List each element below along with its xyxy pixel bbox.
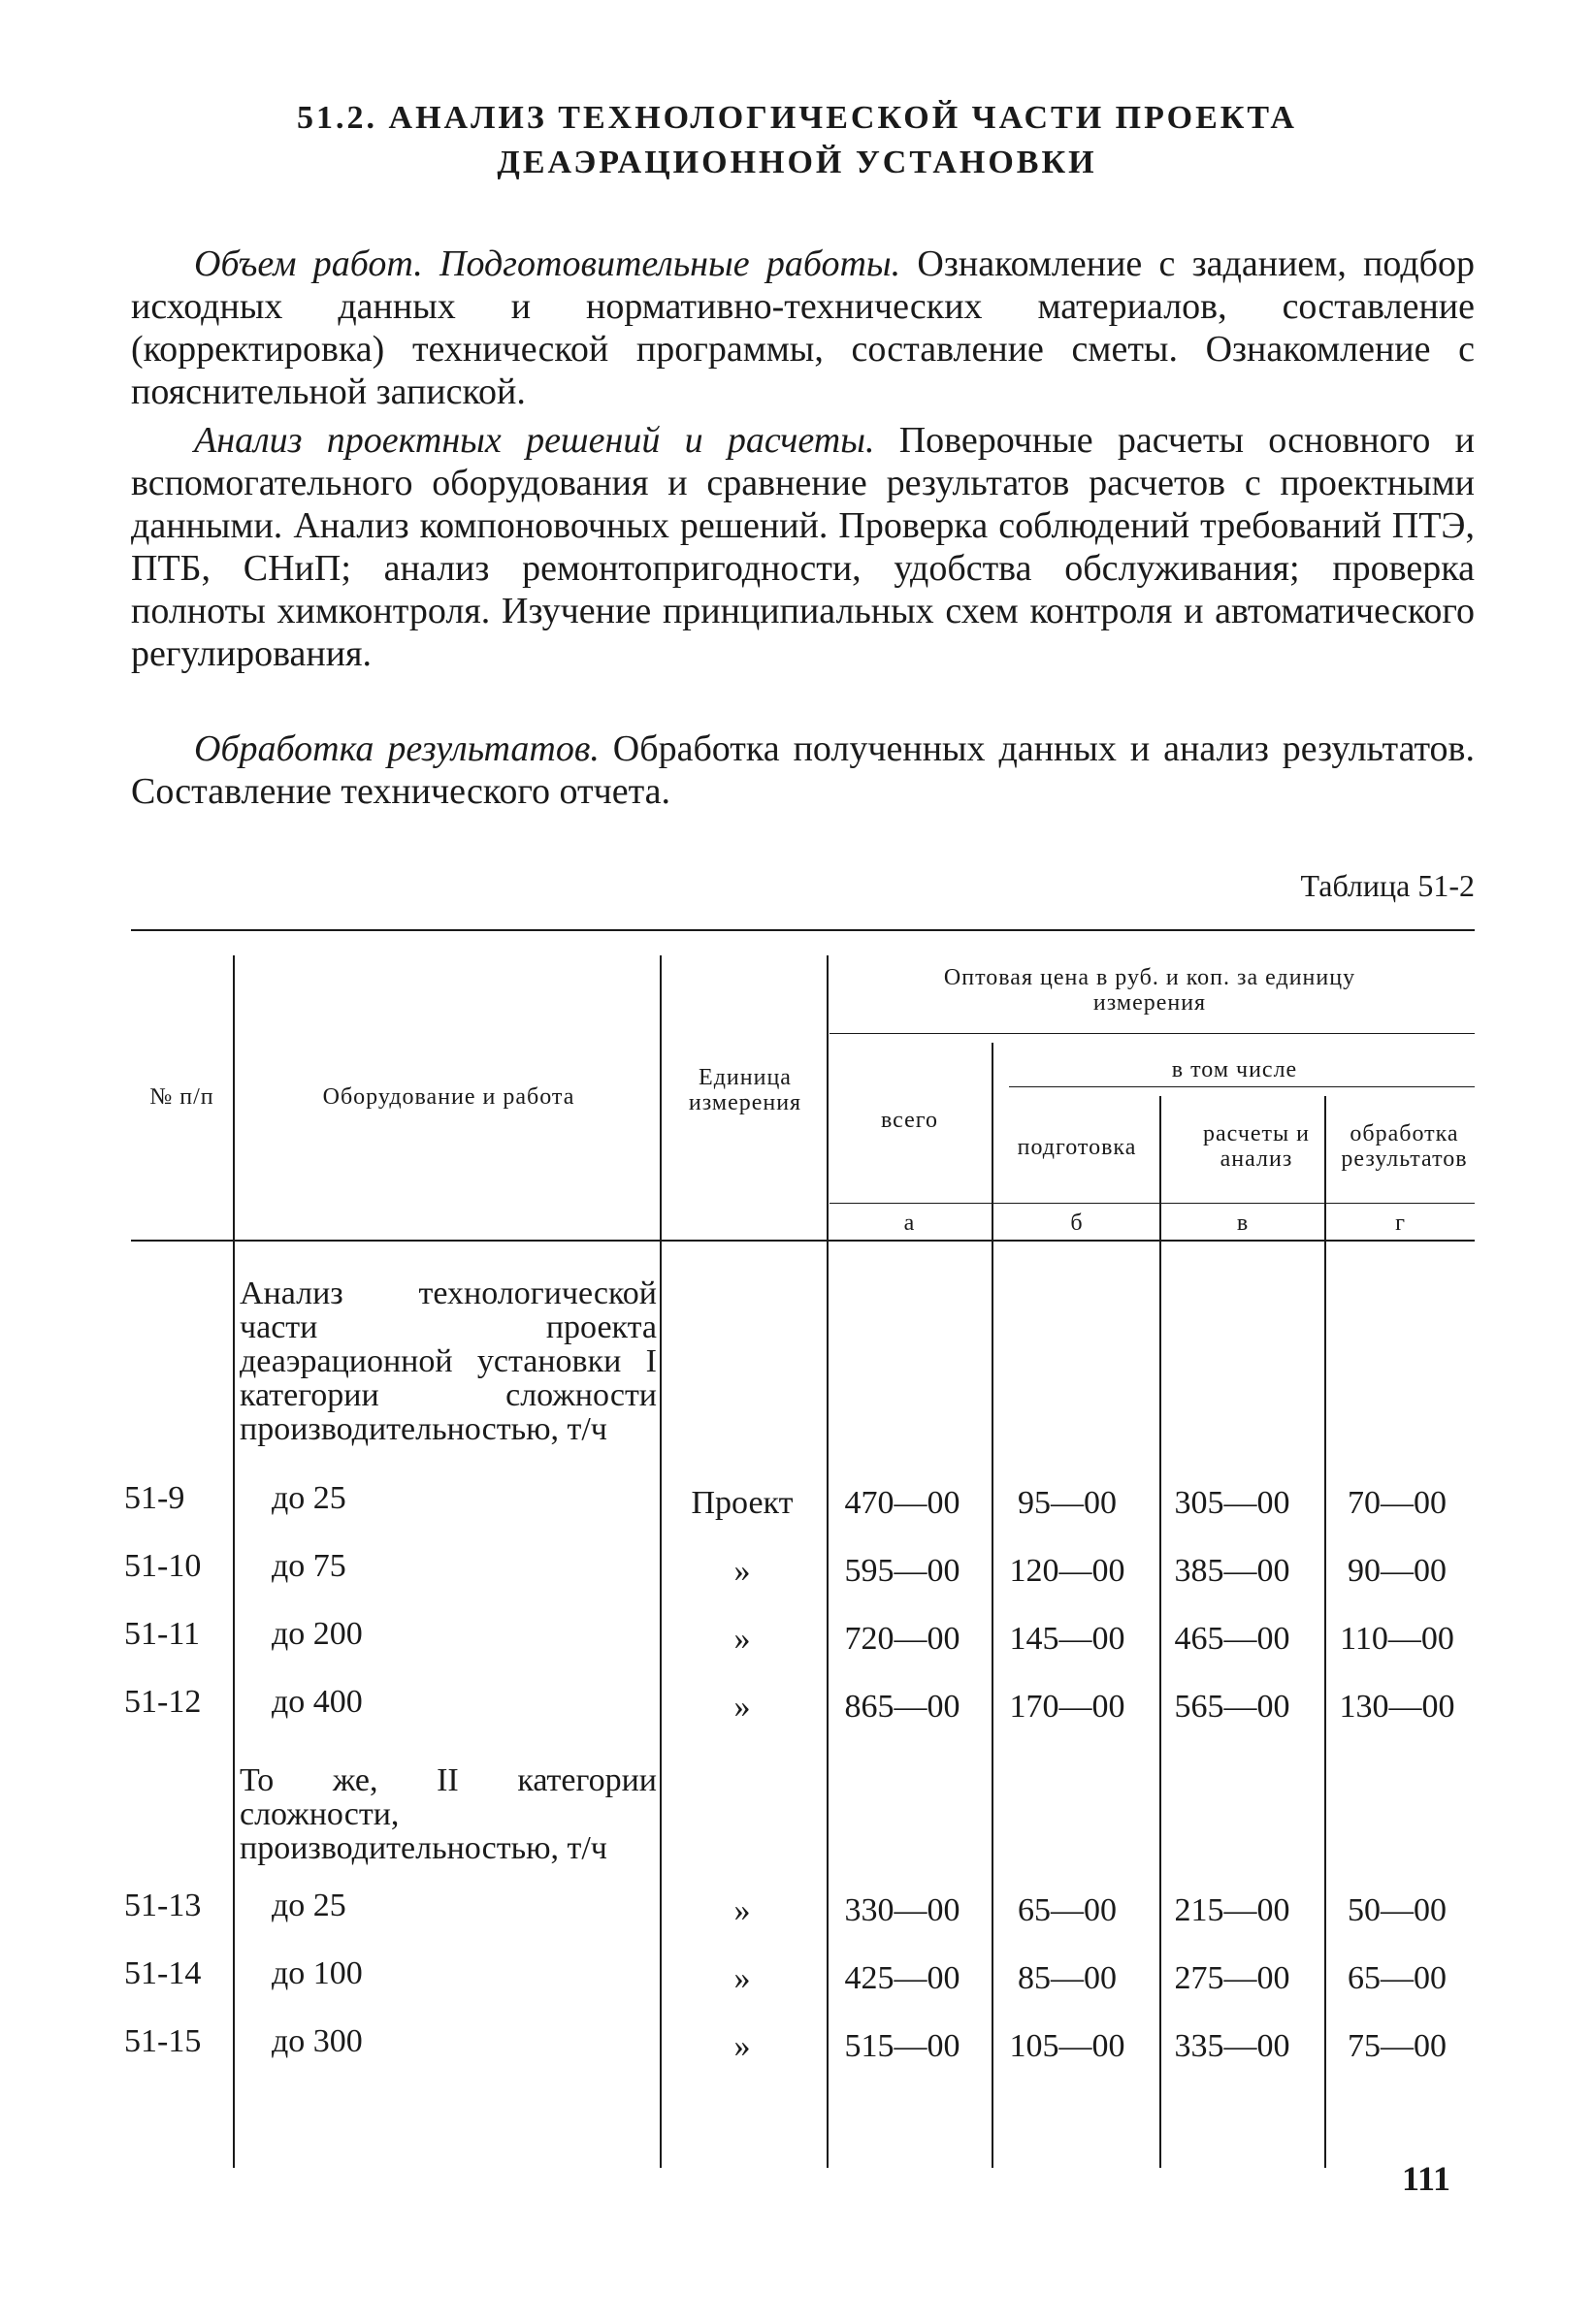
table-group-title: То же, II категории сложности, производительностью, т/ч: [240, 1762, 657, 1866]
row-calc: 275—00: [1174, 1960, 1290, 1996]
row-number: 51-15: [124, 2023, 202, 2059]
row-calc: 565—00: [1174, 1689, 1290, 1725]
table-header-bottom-rule: [131, 1240, 1475, 1242]
price-group-rule: [830, 1033, 1475, 1034]
row-prep: 170—00: [1009, 1689, 1125, 1725]
row-proc: 65—00: [1348, 1960, 1447, 1996]
table-group-title: Анализ технологической части проекта деаэрационной установки I категории сложности производительностью, т/ч: [240, 1275, 657, 1447]
row-prep: 65—00: [1018, 1892, 1117, 1928]
row-proc: 130—00: [1339, 1689, 1455, 1725]
row-item: до 400: [272, 1684, 363, 1720]
row-total: 595—00: [844, 1553, 960, 1589]
header-equipment: Оборудование и работа: [322, 1084, 575, 1110]
row-number: 51-14: [124, 1955, 202, 1991]
page-number: 111: [1402, 2159, 1451, 2198]
row-item: до 75: [272, 1548, 346, 1584]
row-item: до 25: [272, 1480, 346, 1516]
row-calc: 335—00: [1174, 2028, 1290, 2064]
row-total: 425—00: [844, 1960, 960, 1996]
row-unit: »: [733, 2028, 751, 2064]
row-calc: 215—00: [1174, 1892, 1290, 1928]
row-number: 51-11: [124, 1616, 201, 1652]
row-total: 470—00: [844, 1485, 960, 1521]
paragraph-analysis: [131, 419, 1475, 675]
col-letter-calc: в: [1236, 1210, 1250, 1236]
paragraph-text: Ознакомление с заданием, подбор исходных данных и нормативно-технических материалов, составление (корректировка) технической программы, составление сметы. Ознакомление с пояснительной запиской.: [131, 243, 1475, 412]
row-proc: 75—00: [1348, 2028, 1447, 2064]
header-unit: Единица измерения: [688, 1065, 802, 1115]
row-proc: 50—00: [1348, 1892, 1447, 1928]
header-including: в том числе: [1171, 1057, 1298, 1082]
row-prep: 120—00: [1009, 1553, 1125, 1589]
header-total: всего: [880, 1108, 939, 1133]
paragraph-scope: [131, 242, 1475, 413]
header-prep: подготовка: [1017, 1135, 1137, 1160]
header-proc: обработка результатов: [1341, 1121, 1468, 1172]
col-letter-total: а: [903, 1210, 916, 1236]
row-item: до 100: [272, 1955, 363, 1991]
header-price: Оптовая цена в руб. и коп. за единицу измерения: [943, 965, 1356, 1016]
paragraph-text: Обработка полученных данных и анализ результатов. Составление технического отчета.: [131, 728, 1475, 812]
row-unit: »: [733, 1892, 751, 1928]
header-calc: расчеты и анализ: [1203, 1121, 1311, 1172]
row-item: до 25: [272, 1888, 346, 1923]
row-unit: »: [733, 1553, 751, 1589]
row-number: 51-9: [124, 1480, 185, 1516]
row-total: 865—00: [844, 1689, 960, 1725]
row-proc: 110—00: [1340, 1621, 1454, 1657]
paragraph-lead: Обработка результатов.: [194, 728, 600, 769]
paragraph-text: Поверочные расчеты основного и вспомогательного оборудования и сравнение результатов расчетов с проектными данными. Анализ компоновочных решений. Проверка соблюдений требований ПТЭ, ПТБ, СНиП; анализ ремонтопригодности, удобства обслуживания; проверка полноты химконтроля. Изучение принципиальных схем контроля и автоматического регулирования.: [131, 420, 1475, 674]
col-letter-prep: б: [1070, 1210, 1084, 1236]
row-calc: 305—00: [1174, 1485, 1290, 1521]
table-top-rule: [131, 929, 1475, 931]
row-unit: »: [733, 1960, 751, 1996]
row-calc: 385—00: [1174, 1553, 1290, 1589]
section-title-line2: ДЕАЭРАЦИОННОЙ УСТАНОВКИ: [497, 145, 1097, 180]
row-proc: 90—00: [1348, 1553, 1447, 1589]
row-unit: »: [733, 1689, 751, 1725]
paragraph-processing: [131, 727, 1475, 813]
row-item: до 200: [272, 1616, 363, 1652]
including-rule: [1009, 1086, 1475, 1087]
row-number: 51-13: [124, 1888, 202, 1923]
row-prep: 145—00: [1009, 1621, 1125, 1657]
row-unit: Проект: [691, 1485, 794, 1521]
header-number: № п/п: [149, 1084, 214, 1110]
letter-row-rule: [830, 1203, 1475, 1204]
row-unit: »: [733, 1621, 751, 1657]
row-proc: 70—00: [1348, 1485, 1447, 1521]
col-divider-total: [992, 1043, 993, 2168]
row-item: до 300: [272, 2023, 363, 2059]
row-prep: 105—00: [1009, 2028, 1125, 2064]
col-divider-number: [233, 955, 235, 2168]
row-number: 51-12: [124, 1684, 202, 1720]
col-letter-proc: г: [1395, 1210, 1406, 1236]
row-prep: 95—00: [1018, 1485, 1117, 1521]
row-number: 51-10: [124, 1548, 202, 1584]
table-caption: Таблица 51-2: [1300, 868, 1475, 903]
row-total: 330—00: [844, 1892, 960, 1928]
paragraph-lead: Анализ проектных решений и расчеты.: [194, 420, 875, 461]
row-prep: 85—00: [1018, 1960, 1117, 1996]
row-total: 515—00: [844, 2028, 960, 2064]
row-calc: 465—00: [1174, 1621, 1290, 1657]
section-title-line1: 51.2. АНАЛИЗ ТЕХНОЛОГИЧЕСКОЙ ЧАСТИ ПРОЕКТА: [297, 100, 1297, 136]
row-total: 720—00: [844, 1621, 960, 1657]
paragraph-lead: Объем работ. Подготовительные работы.: [194, 243, 901, 284]
